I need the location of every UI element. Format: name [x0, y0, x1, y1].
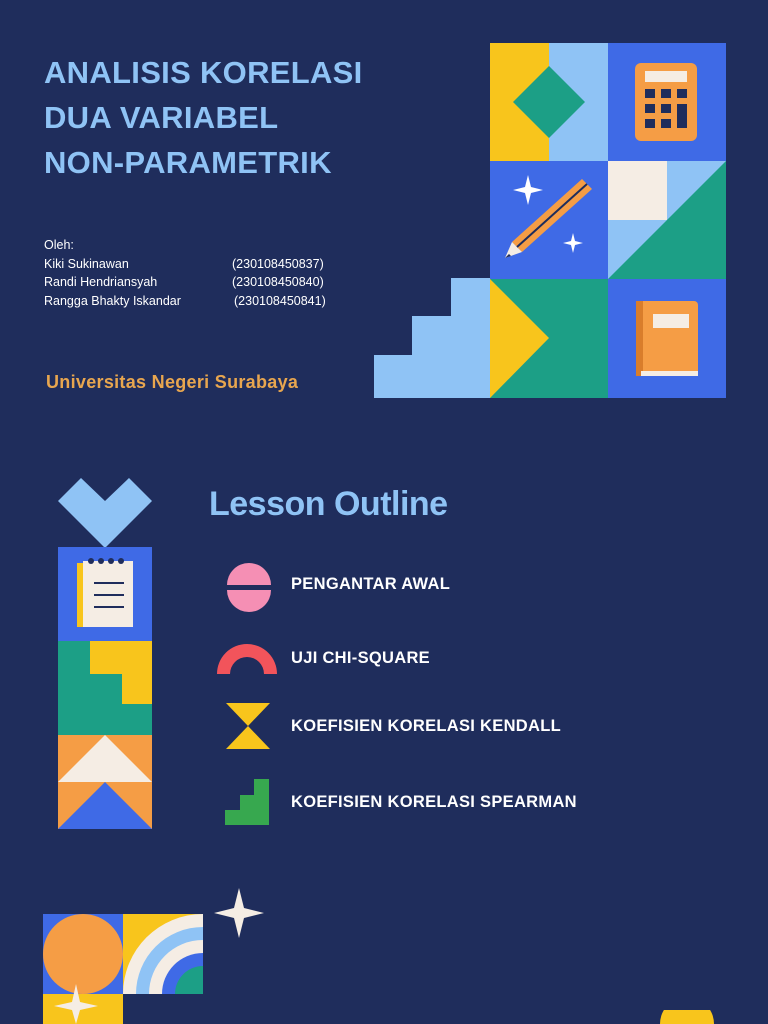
light-blue-stairs-shape — [374, 278, 490, 398]
outline-item-label: UJI CHI-SQUARE — [291, 649, 430, 667]
author-list — [44, 236, 326, 310]
cream-square-shape — [608, 161, 667, 220]
outline-item-label: KOEFISIEN KORELASI KENDALL — [291, 717, 561, 735]
author-row — [44, 273, 326, 292]
outline-item-label: KOEFISIEN KORELASI SPEARMAN — [291, 793, 577, 811]
author-name: Rangga Bhakty Iskandar — [44, 293, 181, 308]
title-line-1: ANALISIS KORELASI — [44, 55, 363, 90]
lesson-outline-title: Lesson Outline — [209, 485, 448, 523]
pink-stacked-semicircles-icon — [226, 556, 272, 618]
left-decoration-graphic — [58, 470, 153, 830]
university-name: Universitas Negeri Surabaya — [46, 372, 299, 392]
sparkle-icon — [214, 888, 264, 938]
yellow-hourglass-icon — [226, 703, 270, 749]
yellow-partial-circle-shape — [660, 1010, 714, 1024]
bottom-decoration-graphic — [43, 888, 269, 1024]
book-icon — [636, 301, 698, 376]
author-name: Randi Hendriansyah — [44, 275, 158, 289]
light-blue-heart-shape — [58, 478, 152, 548]
orange-circle-shape — [43, 914, 123, 994]
author-row — [44, 292, 326, 311]
title-line-3: NON-PARAMETRIK — [44, 145, 332, 180]
author-name: Kiki Sukinawan — [44, 256, 129, 271]
red-arch-icon — [217, 644, 277, 674]
author-nim: (230108450840) — [232, 275, 324, 289]
author-nim: (230108450837) — [232, 256, 324, 271]
calculator-icon — [635, 63, 697, 141]
author-label: Oleh: — [44, 238, 74, 252]
green-stairs-icon — [225, 779, 269, 825]
hero-decoration-graphic — [374, 43, 726, 398]
author-row — [44, 255, 326, 274]
notepad-icon — [77, 558, 133, 627]
title-line-2: DUA VARIABEL — [44, 100, 279, 135]
author-nim: (230108450841) — [234, 293, 326, 308]
outline-item-label: PENGANTAR AWAL — [291, 575, 451, 593]
